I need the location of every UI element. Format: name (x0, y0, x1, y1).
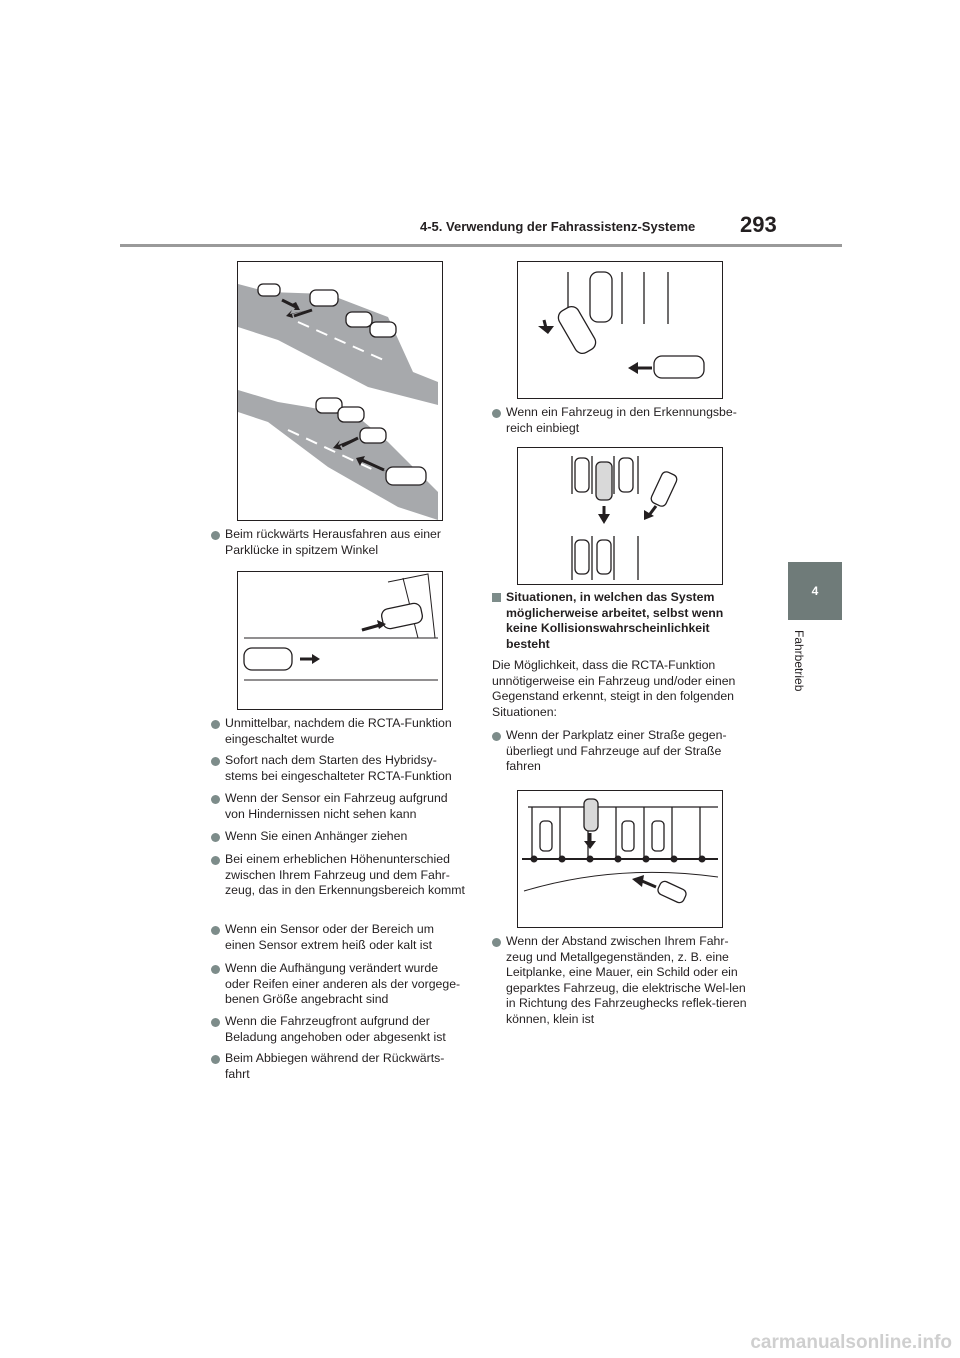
bullet-dot (211, 1055, 220, 1064)
bullet-text: Wenn der Parkplatz einer Straße gegen-überliegt und Fahrzeuge auf der Straße fahren (506, 728, 727, 774)
bullet-text: Wenn ein Fahrzeug in den Erkennungsbe-reich einbiegt (506, 405, 737, 435)
chapter-number: 4 (811, 584, 819, 598)
bullet-text: Beim rückwärts Herausfahren aus einer Parklücke in spitzem Winkel (225, 527, 441, 557)
bullet-dot (211, 795, 220, 804)
watermark: carmanualsonline.info (750, 1332, 952, 1353)
figure-turning-vehicle (517, 447, 723, 585)
bullet-dot (492, 938, 501, 947)
bullet-text: Wenn die Aufhängung verändert wurde oder Reifen einer anderen als der vorgege-benen Größe angebracht sind (225, 961, 461, 1007)
bullet-dot (211, 1018, 220, 1027)
left-bullet-7 (211, 922, 466, 953)
heading-square-icon (492, 593, 501, 602)
bullet-dot (211, 965, 220, 974)
bullet-text: Bei einem erheblichen Höhenunterschied zwischen Ihrem Fahrzeug und dem Fahr-zeug, das in den Erkennungsbereich kommt (225, 852, 465, 898)
bullet-text: Sofort nach dem Starten des Hybridsy-stems bei eingeschalteter RCTA-Funktion (225, 753, 452, 783)
left-bullet-3 (211, 753, 466, 784)
left-bullet-1 (211, 527, 466, 558)
bullet-dot (211, 926, 220, 935)
left-bullet-4 (211, 791, 466, 822)
right-bullet-3 (492, 934, 754, 1028)
figure-parking-lot-top (517, 261, 723, 399)
right-bullet-2 (492, 728, 752, 775)
right-bullet-1 (492, 405, 752, 436)
chapter-label-container (792, 630, 808, 692)
left-bullet-2 (211, 716, 466, 747)
bullet-text: Wenn ein Sensor oder der Bereich um einen Sensor extrem heiß oder kalt ist (225, 922, 434, 952)
intro-paragraph: Die Möglichkeit, dass die RCTA-Funktion unnötigerweise ein Fahrzeug und/oder einen Gegenstand erkennt, steigt in den folgenden Situationen: (492, 658, 736, 719)
left-bullet-5 (211, 829, 466, 845)
chapter-label: Fahrbetrieb (792, 630, 806, 692)
bullet-dot (211, 531, 220, 540)
bullet-text: Wenn Sie einen Anhänger ziehen (225, 829, 408, 843)
page-number: 293 (740, 212, 777, 237)
figure-parking-exit (237, 571, 443, 710)
chapter-tab (788, 562, 842, 620)
bullet-text: Beim Abbiegen während der Rückwärts-fahrt (225, 1051, 445, 1081)
bullet-text: Wenn der Abstand zwischen Ihrem Fahr-zeug und Metallgegenständen, z. B. eine Leitplanke, eine Mauer, ein Schild oder ein geparktes Fahrzeug, die elektrische Wel-len in Richtung des Fahrzeughecks reflek-tieren können, klein ist (506, 934, 747, 1026)
bullet-dot (492, 409, 501, 418)
left-bullet-8 (211, 961, 466, 1008)
left-bullet-10 (211, 1051, 466, 1082)
bullet-dot (211, 856, 220, 865)
header-divider (120, 244, 842, 247)
figure-parking-opposite-road (517, 790, 723, 928)
bullet-dot (211, 757, 220, 766)
bullet-dot (211, 720, 220, 729)
bullet-dot (211, 833, 220, 842)
bullet-text: Wenn der Sensor ein Fahrzeug aufgrund von Hindernissen nicht sehen kann (225, 791, 448, 821)
section-heading (492, 590, 752, 652)
left-bullet-9 (211, 1014, 466, 1045)
figure-angled-road (237, 261, 443, 521)
bullet-dot (492, 732, 501, 741)
left-bullet-6 (211, 852, 466, 899)
bullet-text: Wenn die Fahrzeugfront aufgrund der Beladung angehoben oder abgesenkt ist (225, 1014, 446, 1044)
bullet-text: Unmittelbar, nachdem die RCTA-Funktion eingeschaltet wurde (225, 716, 452, 746)
heading-text: Situationen, in welchen das System möglicherweise arbeitet, selbst wenn keine Kollisionswahrscheinlichkeit besteht (506, 590, 724, 651)
section-title: 4-5. Verwendung der Fahrassistenz-Systeme (420, 219, 696, 234)
